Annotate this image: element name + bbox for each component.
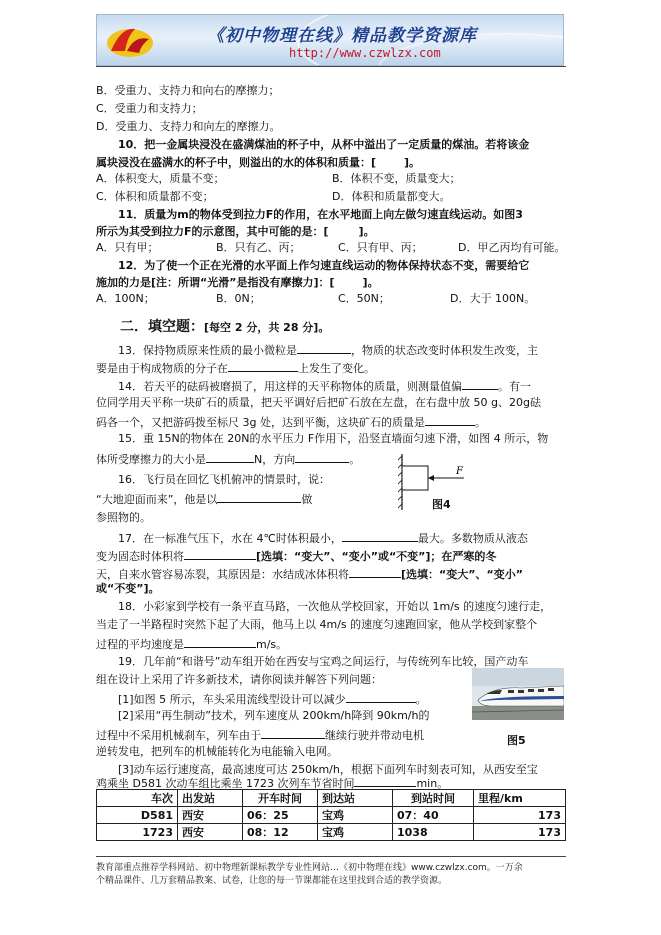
table-cell: 173 — [474, 824, 566, 841]
answer-blank[interactable] — [184, 636, 256, 648]
answer-blank[interactable] — [297, 342, 351, 354]
question-15-text: 体所受摩擦力的大小是 N，方向 。 — [96, 453, 361, 466]
question-11-option-b: B．只有乙、丙； — [216, 241, 301, 254]
question-17-text: 17．在一标准气压下，水在 4℃时体积最小， 最大。多数物质从液态 — [118, 532, 528, 545]
table-cell: 06：25 — [243, 807, 318, 824]
answer-blank[interactable] — [228, 360, 298, 372]
question-14-text: 位同学用天平称一块矿石的质量，把天平调好后把矿石放在左盘，在右盘中放 50 g、20g砝 — [96, 396, 541, 409]
site-title: 《初中物理在线》精品教学资源库 — [207, 26, 477, 46]
train-timetable — [96, 789, 566, 841]
option-line: C．受重力和支持力； — [96, 102, 203, 115]
question-11-text: 11．质量为m的物体受到拉力F的作用，在水平地面上向左做匀速直线运动。如图3 — [118, 208, 523, 221]
table-row — [97, 824, 566, 841]
question-11-option-c: C．只有甲、丙； — [338, 241, 423, 254]
question-16-text: “大地迎面而来”，他是以 做 — [96, 493, 313, 506]
question-12-option-a: A．100N； — [96, 292, 155, 305]
question-17-text: 天，自来水管容易冻裂，其原因是：水结成冰体积将 [选填：“变大”、“变小” — [96, 568, 523, 581]
table-header-cell: 里程/km — [474, 790, 566, 807]
footer-line: 个精品课件、几万套精品教案、试卷，让您的每一节课都能在这里找到合适的教学资源。 — [96, 876, 448, 886]
question-19-text: [2]采用“再生制动”技术，列车速度从 200km/h降到 90km/h的 — [118, 709, 430, 722]
question-10-option-a: A．体积变大，质量不变； — [96, 172, 225, 185]
question-11-option-d: D．甲乙丙均有可能。 — [458, 241, 566, 254]
page-footer — [96, 862, 570, 888]
table-cell: 西安 — [178, 824, 243, 841]
question-19-text: [1]如图 5 所示，车头采用流线型设计可以减少 。 — [118, 693, 427, 706]
answer-blank[interactable] — [346, 691, 416, 703]
question-16-text: 16．飞行员在回忆飞机俯冲的情景时，说： — [118, 473, 330, 486]
question-18-text: 过程的平均速度是 m/s。 — [96, 638, 288, 651]
table-header-cell: 出发站 — [178, 790, 243, 807]
question-13-text: 13．保持物质原来性质的最小微粒是 ，物质的状态改变时体积发生改变，主 — [118, 344, 538, 357]
answer-blank[interactable] — [184, 548, 256, 560]
question-19-text: 过程中不采用机械刹车，列车由于 继续行驶并带动电机 — [96, 729, 424, 742]
answer-blank[interactable] — [354, 775, 416, 787]
question-19-text: 逆转发电，把列车的机械能转化为电能输入电网。 — [96, 745, 338, 758]
question-19-text: [3]动车运行速度高，最高速度可达 250km/h，根据下面列车时刻表可知，从西安至宝 — [118, 763, 538, 776]
table-header-cell: 车次 — [97, 790, 178, 807]
answer-blank[interactable] — [295, 451, 349, 463]
figure-4-caption: 图4 — [432, 498, 451, 511]
site-logo-icon — [105, 21, 155, 59]
answer-blank[interactable] — [206, 451, 254, 463]
question-10-text: 属块浸没在盛满水的杯子中，则溢出的水的体积和质量：[ ]。 — [96, 156, 421, 169]
question-14-text: 14．若天平的砝码被磨损了，用这样的天平称物体的质量，则测量值偏 。有一 — [118, 380, 531, 393]
question-12-text: 施加的力是[注：所谓“光滑”是指没有摩擦力]：[ ]。 — [96, 276, 379, 289]
question-12-option-d: D．大于 100N。 — [450, 292, 536, 305]
table-cell: 1038 — [393, 824, 474, 841]
section-score: [每空 2 分，共 28 分]。 — [204, 321, 330, 334]
question-16-text: 参照物的。 — [96, 511, 151, 524]
figure-5-caption: 图5 — [507, 734, 526, 747]
table-cell: 07：40 — [393, 807, 474, 824]
answer-blank[interactable] — [425, 414, 475, 426]
table-header-cell: 到站时间 — [393, 790, 474, 807]
option-line: D．受重力、支持力和向左的摩擦力。 — [96, 120, 281, 133]
table-header-cell: 开车时间 — [243, 790, 318, 807]
question-13-text: 要是由于构成物质的分子在 上发生了变化。 — [96, 362, 375, 375]
table-cell: 08：12 — [243, 824, 318, 841]
answer-blank[interactable] — [217, 491, 301, 503]
footer-line: 教育部重点推荐学科网站、初中物理新课标教学专业性网站…《初中物理在线》www.czwlzx.com。一万余 — [96, 863, 523, 873]
header-banner — [96, 14, 564, 66]
question-12-text: 12．为了使一个正在光滑的水平面上作匀速直线运动的物体保持状态不变，需要给它 — [118, 259, 530, 272]
question-19-text: 鸡乘坐 D581 次动车组比乘坐 1723 次列车节省时间 min。 — [96, 777, 449, 790]
section-heading — [120, 316, 329, 336]
footer-divider — [96, 856, 566, 857]
site-url[interactable]: http://www.czwlzx.com — [289, 46, 441, 60]
header-divider — [96, 66, 566, 67]
question-18-text: 当走了一半路程时突然下起了大雨，他马上以 4m/s 的速度匀速跑回家，他从学校到家整个 — [96, 618, 538, 631]
question-10-text: 10．把一金属块浸没在盛满煤油的杯子中，从杯中溢出了一定质量的煤油。若将该金 — [118, 138, 530, 151]
question-10-option-b: B．体积不变，质量变大； — [332, 172, 461, 185]
answer-blank[interactable] — [342, 530, 418, 542]
question-11-option-a: A．只有甲； — [96, 241, 159, 254]
question-12-option-c: C．50N； — [338, 292, 390, 305]
answer-blank[interactable] — [349, 566, 401, 578]
table-cell: 1723 — [97, 824, 178, 841]
question-14-text: 码各一个，又把游码拨至标尺 3g 处，达到平衡，这块矿石的质量是 。 — [96, 416, 486, 429]
force-label: F — [456, 466, 463, 477]
option-line: B．受重力、支持力和向右的摩擦力； — [96, 84, 280, 97]
question-19-text: 组在设计上采用了许多新技术，请你阅读并解答下列问题： — [96, 673, 382, 686]
table-cell: 宝鸡 — [318, 824, 393, 841]
table-cell: 173 — [474, 807, 566, 824]
table-header-row — [97, 790, 566, 807]
table-cell: D581 — [97, 807, 178, 824]
table-cell: 西安 — [178, 807, 243, 824]
table-cell: 宝鸡 — [318, 807, 393, 824]
question-10-option-d: D．体积和质量都变大。 — [332, 190, 451, 203]
table-row — [97, 807, 566, 824]
section-title: 二．填空题： — [120, 319, 204, 335]
question-17-text: 变为固态时体积将 [选填：“变大”、“变小”或“不变”]；在严寒的冬 — [96, 550, 497, 563]
question-10-option-c: C．体积和质量都不变； — [96, 190, 214, 203]
table-header-cell: 到达站 — [318, 790, 393, 807]
question-11-text: 所示为其受到拉力F的示意图，其中可能的是：[ ]。 — [96, 225, 375, 238]
question-12-option-b: B．0N； — [216, 292, 261, 305]
question-18-text: 18．小彩家到学校有一条平直马路，一次他从学校回家，开始以 1m/s 的速度匀速行走， — [118, 600, 552, 613]
question-17-text: 或“不变”]。 — [96, 582, 160, 595]
answer-blank[interactable] — [261, 727, 325, 739]
question-15-text: 15．重 15N的物体在 20N的水平压力 F作用下，沿竖直墙面匀速下滑，如图 4 所示，物 — [118, 432, 549, 445]
answer-blank[interactable] — [462, 378, 498, 390]
question-19-text: 19．几年前“和谐号”动车组开始在西安与宝鸡之间运行，与传统列车比较，国产动车 — [118, 655, 529, 668]
figure-5-train-photo — [472, 668, 564, 720]
